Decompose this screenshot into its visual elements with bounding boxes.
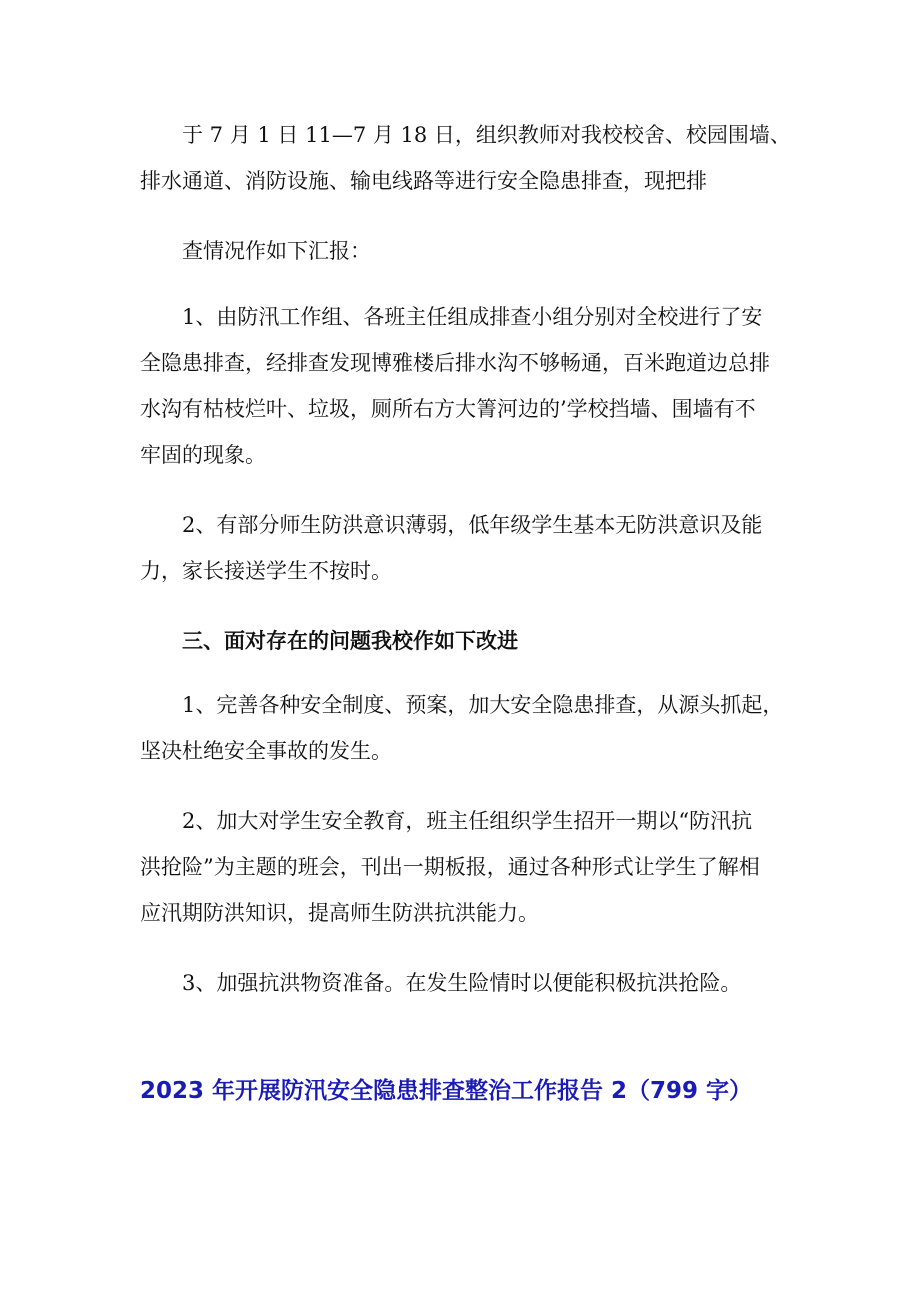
text-line: 1、由防汛工作组、各班主任组成排查小组分别对全校进行了安 (182, 305, 763, 329)
paragraph-improvement-1 (140, 682, 784, 774)
text-line: 应汛期防洪知识，提高师生防洪抗洪能力。 (140, 901, 539, 925)
paragraph-finding-1 (140, 294, 780, 478)
section-title-improvements (140, 618, 780, 664)
text-line: 于 7 月 1 日 11—7 月 18 日，组织教师对我校校舍、校园围墙、 (182, 123, 791, 147)
paragraph-finding-2 (140, 502, 780, 594)
text-line: 1、完善各种安全制度、预案，加大安全隐患排查，从源头抓起， (182, 693, 784, 717)
paragraph-report-lead (140, 228, 780, 274)
text-line: 坚决杜绝安全事故的发生。 (140, 739, 392, 763)
paragraph-improvement-2 (140, 798, 780, 936)
paragraph-improvement-3 (140, 960, 780, 1006)
text-line: 牢固的现象。 (140, 443, 266, 467)
text-line: 洪抢险”为主题的班会，刊出一期板报，通过各种形式让学生了解相 (140, 855, 760, 879)
text-line: 排水通道、消防设施、输电线路等进行安全隐患排查，现把排 (140, 169, 707, 193)
text-line: 全隐患排查，经排查发现博雅楼后排水沟不够畅通，百米跑道边总排 (140, 351, 770, 375)
report-heading: 2023 年开展防汛安全隐患排查整治工作报告 2（799 字） (140, 1078, 753, 1104)
text-line: 3、加强抗洪物资准备。在发生险情时以便能积极抗洪抢险。 (182, 971, 742, 995)
text-line: 力，家长接送学生不按时。 (140, 559, 392, 583)
text-line: 2、加大对学生安全教育，班主任组织学生招开一期以“防汛抗 (182, 809, 753, 833)
paragraph-inspection-intro (140, 112, 791, 204)
text-line: 三、面对存在的问题我校作如下改进 (182, 628, 518, 653)
text-line: 2、有部分师生防洪意识薄弱，低年级学生基本无防洪意识及能 (182, 513, 763, 537)
text-line: 查情况作如下汇报： (182, 239, 371, 263)
text-line: 水沟有枯枝烂叶、垃圾，厕所右方大箐河边的’学校挡墙、围墙有不 (140, 397, 756, 421)
